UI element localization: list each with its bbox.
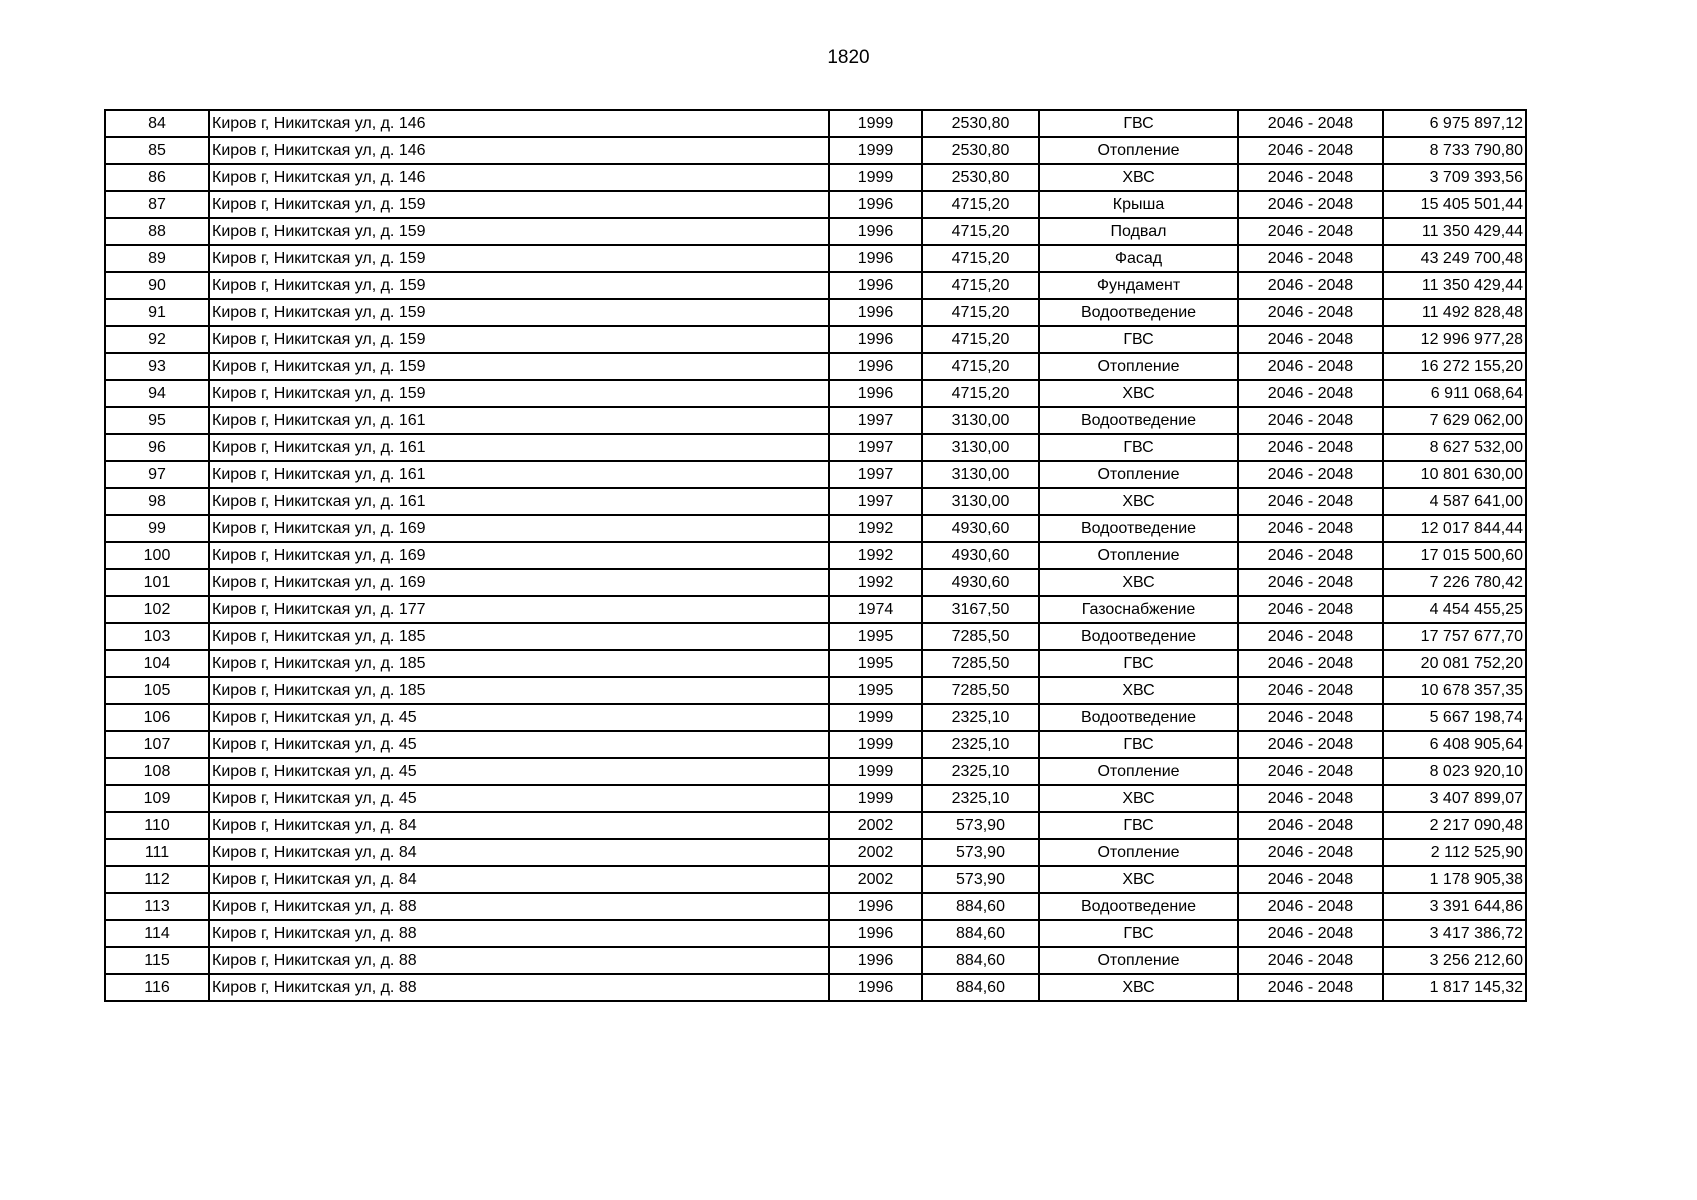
cost-cell: 4 454 455,25 (1383, 596, 1526, 623)
address-cell: Киров г, Никитская ул, д. 159 (209, 299, 829, 326)
cost-cell: 10 801 630,00 (1383, 461, 1526, 488)
work-type-cell: Водоотведение (1039, 407, 1238, 434)
area-cell: 884,60 (922, 947, 1039, 974)
row-number-cell: 111 (105, 839, 209, 866)
cost-cell: 16 272 155,20 (1383, 353, 1526, 380)
page-number: 1820 (827, 47, 870, 68)
area-cell: 4715,20 (922, 380, 1039, 407)
table-row (105, 731, 1526, 758)
address-cell: Киров г, Никитская ул, д. 88 (209, 920, 829, 947)
address-cell: Киров г, Никитская ул, д. 161 (209, 488, 829, 515)
work-type-cell: Отопление (1039, 758, 1238, 785)
row-number-cell: 107 (105, 731, 209, 758)
cost-cell: 1 817 145,32 (1383, 974, 1526, 1001)
area-cell: 4715,20 (922, 245, 1039, 272)
period-cell: 2046 - 2048 (1238, 137, 1383, 164)
cost-cell: 8 023 920,10 (1383, 758, 1526, 785)
period-cell: 2046 - 2048 (1238, 974, 1383, 1001)
period-cell: 2046 - 2048 (1238, 623, 1383, 650)
cost-cell: 17 015 500,60 (1383, 542, 1526, 569)
row-number-cell: 87 (105, 191, 209, 218)
table-row (105, 866, 1526, 893)
row-number-cell: 113 (105, 893, 209, 920)
year-built-cell: 2002 (829, 839, 922, 866)
period-cell: 2046 - 2048 (1238, 758, 1383, 785)
year-built-cell: 1995 (829, 623, 922, 650)
address-cell: Киров г, Никитская ул, д. 185 (209, 623, 829, 650)
period-cell: 2046 - 2048 (1238, 596, 1383, 623)
year-built-cell: 1997 (829, 434, 922, 461)
year-built-cell: 1996 (829, 947, 922, 974)
table-row (105, 299, 1526, 326)
table-row (105, 623, 1526, 650)
cost-cell: 43 249 700,48 (1383, 245, 1526, 272)
period-cell: 2046 - 2048 (1238, 947, 1383, 974)
cost-cell: 6 911 068,64 (1383, 380, 1526, 407)
table-row (105, 650, 1526, 677)
address-cell: Киров г, Никитская ул, д. 88 (209, 947, 829, 974)
row-number-cell: 92 (105, 326, 209, 353)
area-cell: 4930,60 (922, 515, 1039, 542)
period-cell: 2046 - 2048 (1238, 542, 1383, 569)
cost-cell: 11 350 429,44 (1383, 272, 1526, 299)
cost-cell: 15 405 501,44 (1383, 191, 1526, 218)
table-row (105, 677, 1526, 704)
address-cell: Киров г, Никитская ул, д. 161 (209, 434, 829, 461)
table-row (105, 542, 1526, 569)
year-built-cell: 1999 (829, 731, 922, 758)
address-cell: Киров г, Никитская ул, д. 45 (209, 704, 829, 731)
year-built-cell: 1996 (829, 380, 922, 407)
area-cell: 3130,00 (922, 461, 1039, 488)
area-cell: 573,90 (922, 866, 1039, 893)
year-built-cell: 1996 (829, 218, 922, 245)
period-cell: 2046 - 2048 (1238, 650, 1383, 677)
work-type-cell: ХВС (1039, 164, 1238, 191)
area-cell: 3130,00 (922, 488, 1039, 515)
area-cell: 4715,20 (922, 218, 1039, 245)
area-cell: 4930,60 (922, 569, 1039, 596)
row-number-cell: 96 (105, 434, 209, 461)
year-built-cell: 1996 (829, 974, 922, 1001)
row-number-cell: 94 (105, 380, 209, 407)
period-cell: 2046 - 2048 (1238, 353, 1383, 380)
area-cell: 4715,20 (922, 353, 1039, 380)
year-built-cell: 1996 (829, 893, 922, 920)
address-cell: Киров г, Никитская ул, д. 88 (209, 893, 829, 920)
period-cell: 2046 - 2048 (1238, 272, 1383, 299)
area-cell: 4715,20 (922, 326, 1039, 353)
address-cell: Киров г, Никитская ул, д. 159 (209, 191, 829, 218)
year-built-cell: 1996 (829, 191, 922, 218)
work-type-cell: Отопление (1039, 947, 1238, 974)
work-type-cell: Крыша (1039, 191, 1238, 218)
cost-cell: 11 492 828,48 (1383, 299, 1526, 326)
work-type-cell: Газоснабжение (1039, 596, 1238, 623)
period-cell: 2046 - 2048 (1238, 920, 1383, 947)
work-type-cell: Водоотведение (1039, 623, 1238, 650)
period-cell: 2046 - 2048 (1238, 461, 1383, 488)
cost-cell: 8 627 532,00 (1383, 434, 1526, 461)
table-row (105, 893, 1526, 920)
area-cell: 573,90 (922, 839, 1039, 866)
address-cell: Киров г, Никитская ул, д. 146 (209, 137, 829, 164)
row-number-cell: 116 (105, 974, 209, 1001)
work-type-cell: ХВС (1039, 380, 1238, 407)
table-row (105, 218, 1526, 245)
table-row (105, 110, 1526, 137)
year-built-cell: 1996 (829, 353, 922, 380)
cost-cell: 17 757 677,70 (1383, 623, 1526, 650)
row-number-cell: 85 (105, 137, 209, 164)
work-type-cell: Водоотведение (1039, 704, 1238, 731)
table-row (105, 461, 1526, 488)
year-built-cell: 1999 (829, 704, 922, 731)
row-number-cell: 84 (105, 110, 209, 137)
period-cell: 2046 - 2048 (1238, 515, 1383, 542)
year-built-cell: 2002 (829, 812, 922, 839)
row-number-cell: 100 (105, 542, 209, 569)
cost-cell: 1 178 905,38 (1383, 866, 1526, 893)
address-cell: Киров г, Никитская ул, д. 84 (209, 812, 829, 839)
address-cell: Киров г, Никитская ул, д. 45 (209, 785, 829, 812)
year-built-cell: 1992 (829, 515, 922, 542)
work-type-cell: Отопление (1039, 542, 1238, 569)
row-number-cell: 90 (105, 272, 209, 299)
row-number-cell: 112 (105, 866, 209, 893)
table-row (105, 326, 1526, 353)
address-cell: Киров г, Никитская ул, д. 45 (209, 731, 829, 758)
year-built-cell: 1997 (829, 407, 922, 434)
row-number-cell: 101 (105, 569, 209, 596)
work-type-cell: ГВС (1039, 326, 1238, 353)
period-cell: 2046 - 2048 (1238, 218, 1383, 245)
address-cell: Киров г, Никитская ул, д. 185 (209, 650, 829, 677)
area-cell: 7285,50 (922, 677, 1039, 704)
address-cell: Киров г, Никитская ул, д. 161 (209, 461, 829, 488)
year-built-cell: 1992 (829, 569, 922, 596)
year-built-cell: 1996 (829, 245, 922, 272)
area-cell: 2530,80 (922, 137, 1039, 164)
cost-cell: 12 996 977,28 (1383, 326, 1526, 353)
period-cell: 2046 - 2048 (1238, 866, 1383, 893)
cost-cell: 20 081 752,20 (1383, 650, 1526, 677)
area-cell: 2325,10 (922, 758, 1039, 785)
work-type-cell: ХВС (1039, 866, 1238, 893)
area-cell: 884,60 (922, 893, 1039, 920)
year-built-cell: 1997 (829, 461, 922, 488)
address-cell: Киров г, Никитская ул, д. 159 (209, 218, 829, 245)
area-cell: 3130,00 (922, 434, 1039, 461)
cost-cell: 7 226 780,42 (1383, 569, 1526, 596)
address-cell: Киров г, Никитская ул, д. 159 (209, 272, 829, 299)
year-built-cell: 2002 (829, 866, 922, 893)
area-cell: 884,60 (922, 920, 1039, 947)
year-built-cell: 1995 (829, 677, 922, 704)
cost-cell: 11 350 429,44 (1383, 218, 1526, 245)
area-cell: 2530,80 (922, 110, 1039, 137)
year-built-cell: 1996 (829, 272, 922, 299)
year-built-cell: 1974 (829, 596, 922, 623)
work-type-cell: ХВС (1039, 677, 1238, 704)
year-built-cell: 1996 (829, 326, 922, 353)
address-cell: Киров г, Никитская ул, д. 169 (209, 515, 829, 542)
year-built-cell: 1995 (829, 650, 922, 677)
area-cell: 7285,50 (922, 623, 1039, 650)
table-row (105, 947, 1526, 974)
row-number-cell: 102 (105, 596, 209, 623)
work-type-cell: Фундамент (1039, 272, 1238, 299)
work-type-cell: Водоотведение (1039, 893, 1238, 920)
row-number-cell: 99 (105, 515, 209, 542)
repair-schedule-table (104, 109, 1527, 1002)
area-cell: 2325,10 (922, 731, 1039, 758)
table-row (105, 839, 1526, 866)
work-type-cell: ГВС (1039, 650, 1238, 677)
area-cell: 2325,10 (922, 704, 1039, 731)
work-type-cell: ГВС (1039, 110, 1238, 137)
row-number-cell: 97 (105, 461, 209, 488)
table-row (105, 164, 1526, 191)
work-type-cell: Водоотведение (1039, 299, 1238, 326)
row-number-cell: 114 (105, 920, 209, 947)
period-cell: 2046 - 2048 (1238, 893, 1383, 920)
address-cell: Киров г, Никитская ул, д. 159 (209, 326, 829, 353)
period-cell: 2046 - 2048 (1238, 191, 1383, 218)
address-cell: Киров г, Никитская ул, д. 161 (209, 407, 829, 434)
row-number-cell: 104 (105, 650, 209, 677)
period-cell: 2046 - 2048 (1238, 488, 1383, 515)
table-row (105, 569, 1526, 596)
table-body (105, 110, 1526, 1001)
cost-cell: 10 678 357,35 (1383, 677, 1526, 704)
period-cell: 2046 - 2048 (1238, 326, 1383, 353)
work-type-cell: Фасад (1039, 245, 1238, 272)
cost-cell: 5 667 198,74 (1383, 704, 1526, 731)
table-row (105, 353, 1526, 380)
area-cell: 2325,10 (922, 785, 1039, 812)
work-type-cell: Отопление (1039, 137, 1238, 164)
period-cell: 2046 - 2048 (1238, 164, 1383, 191)
period-cell: 2046 - 2048 (1238, 299, 1383, 326)
address-cell: Киров г, Никитская ул, д. 84 (209, 839, 829, 866)
period-cell: 2046 - 2048 (1238, 677, 1383, 704)
row-number-cell: 115 (105, 947, 209, 974)
table-row (105, 488, 1526, 515)
year-built-cell: 1996 (829, 299, 922, 326)
year-built-cell: 1999 (829, 164, 922, 191)
area-cell: 3130,00 (922, 407, 1039, 434)
area-cell: 884,60 (922, 974, 1039, 1001)
cost-cell: 12 017 844,44 (1383, 515, 1526, 542)
work-type-cell: ХВС (1039, 974, 1238, 1001)
area-cell: 7285,50 (922, 650, 1039, 677)
cost-cell: 2 112 525,90 (1383, 839, 1526, 866)
period-cell: 2046 - 2048 (1238, 110, 1383, 137)
year-built-cell: 1992 (829, 542, 922, 569)
row-number-cell: 105 (105, 677, 209, 704)
area-cell: 2530,80 (922, 164, 1039, 191)
cost-cell: 6 408 905,64 (1383, 731, 1526, 758)
row-number-cell: 86 (105, 164, 209, 191)
address-cell: Киров г, Никитская ул, д. 84 (209, 866, 829, 893)
row-number-cell: 88 (105, 218, 209, 245)
period-cell: 2046 - 2048 (1238, 245, 1383, 272)
area-cell: 573,90 (922, 812, 1039, 839)
row-number-cell: 89 (105, 245, 209, 272)
table-row (105, 596, 1526, 623)
table-row (105, 380, 1526, 407)
work-type-cell: ХВС (1039, 785, 1238, 812)
period-cell: 2046 - 2048 (1238, 839, 1383, 866)
row-number-cell: 110 (105, 812, 209, 839)
address-cell: Киров г, Никитская ул, д. 169 (209, 569, 829, 596)
table-row (105, 812, 1526, 839)
address-cell: Киров г, Никитская ул, д. 146 (209, 164, 829, 191)
work-type-cell: ГВС (1039, 731, 1238, 758)
table-row (105, 758, 1526, 785)
year-built-cell: 1996 (829, 920, 922, 947)
work-type-cell: ГВС (1039, 812, 1238, 839)
cost-cell: 2 217 090,48 (1383, 812, 1526, 839)
cost-cell: 3 407 899,07 (1383, 785, 1526, 812)
period-cell: 2046 - 2048 (1238, 731, 1383, 758)
year-built-cell: 1999 (829, 137, 922, 164)
area-cell: 4715,20 (922, 272, 1039, 299)
address-cell: Киров г, Никитская ул, д. 177 (209, 596, 829, 623)
row-number-cell: 103 (105, 623, 209, 650)
cost-cell: 6 975 897,12 (1383, 110, 1526, 137)
row-number-cell: 95 (105, 407, 209, 434)
area-cell: 4715,20 (922, 191, 1039, 218)
address-cell: Киров г, Никитская ул, д. 159 (209, 380, 829, 407)
table-row (105, 272, 1526, 299)
cost-cell: 3 417 386,72 (1383, 920, 1526, 947)
period-cell: 2046 - 2048 (1238, 434, 1383, 461)
period-cell: 2046 - 2048 (1238, 704, 1383, 731)
address-cell: Киров г, Никитская ул, д. 169 (209, 542, 829, 569)
year-built-cell: 1999 (829, 110, 922, 137)
area-cell: 3167,50 (922, 596, 1039, 623)
work-type-cell: Водоотведение (1039, 515, 1238, 542)
period-cell: 2046 - 2048 (1238, 569, 1383, 596)
address-cell: Киров г, Никитская ул, д. 88 (209, 974, 829, 1001)
table-row (105, 137, 1526, 164)
table-row (105, 245, 1526, 272)
table-row (105, 920, 1526, 947)
table-row (105, 704, 1526, 731)
cost-cell: 3 709 393,56 (1383, 164, 1526, 191)
work-type-cell: ХВС (1039, 569, 1238, 596)
table-row (105, 434, 1526, 461)
period-cell: 2046 - 2048 (1238, 812, 1383, 839)
period-cell: 2046 - 2048 (1238, 407, 1383, 434)
work-type-cell: Отопление (1039, 353, 1238, 380)
area-cell: 4930,60 (922, 542, 1039, 569)
period-cell: 2046 - 2048 (1238, 785, 1383, 812)
cost-cell: 7 629 062,00 (1383, 407, 1526, 434)
cost-cell: 3 391 644,86 (1383, 893, 1526, 920)
cost-cell: 4 587 641,00 (1383, 488, 1526, 515)
work-type-cell: Отопление (1039, 839, 1238, 866)
row-number-cell: 91 (105, 299, 209, 326)
table-row (105, 974, 1526, 1001)
row-number-cell: 93 (105, 353, 209, 380)
table-row (105, 407, 1526, 434)
row-number-cell: 109 (105, 785, 209, 812)
row-number-cell: 98 (105, 488, 209, 515)
table-row (105, 515, 1526, 542)
year-built-cell: 1997 (829, 488, 922, 515)
cost-cell: 8 733 790,80 (1383, 137, 1526, 164)
work-type-cell: ХВС (1039, 488, 1238, 515)
table-row (105, 785, 1526, 812)
address-cell: Киров г, Никитская ул, д. 45 (209, 758, 829, 785)
cost-cell: 3 256 212,60 (1383, 947, 1526, 974)
address-cell: Киров г, Никитская ул, д. 159 (209, 353, 829, 380)
address-cell: Киров г, Никитская ул, д. 146 (209, 110, 829, 137)
year-built-cell: 1999 (829, 758, 922, 785)
area-cell: 4715,20 (922, 299, 1039, 326)
year-built-cell: 1999 (829, 785, 922, 812)
row-number-cell: 106 (105, 704, 209, 731)
table-row (105, 191, 1526, 218)
work-type-cell: Отопление (1039, 461, 1238, 488)
row-number-cell: 108 (105, 758, 209, 785)
period-cell: 2046 - 2048 (1238, 380, 1383, 407)
address-cell: Киров г, Никитская ул, д. 185 (209, 677, 829, 704)
work-type-cell: Подвал (1039, 218, 1238, 245)
work-type-cell: ГВС (1039, 920, 1238, 947)
work-type-cell: ГВС (1039, 434, 1238, 461)
address-cell: Киров г, Никитская ул, д. 159 (209, 245, 829, 272)
